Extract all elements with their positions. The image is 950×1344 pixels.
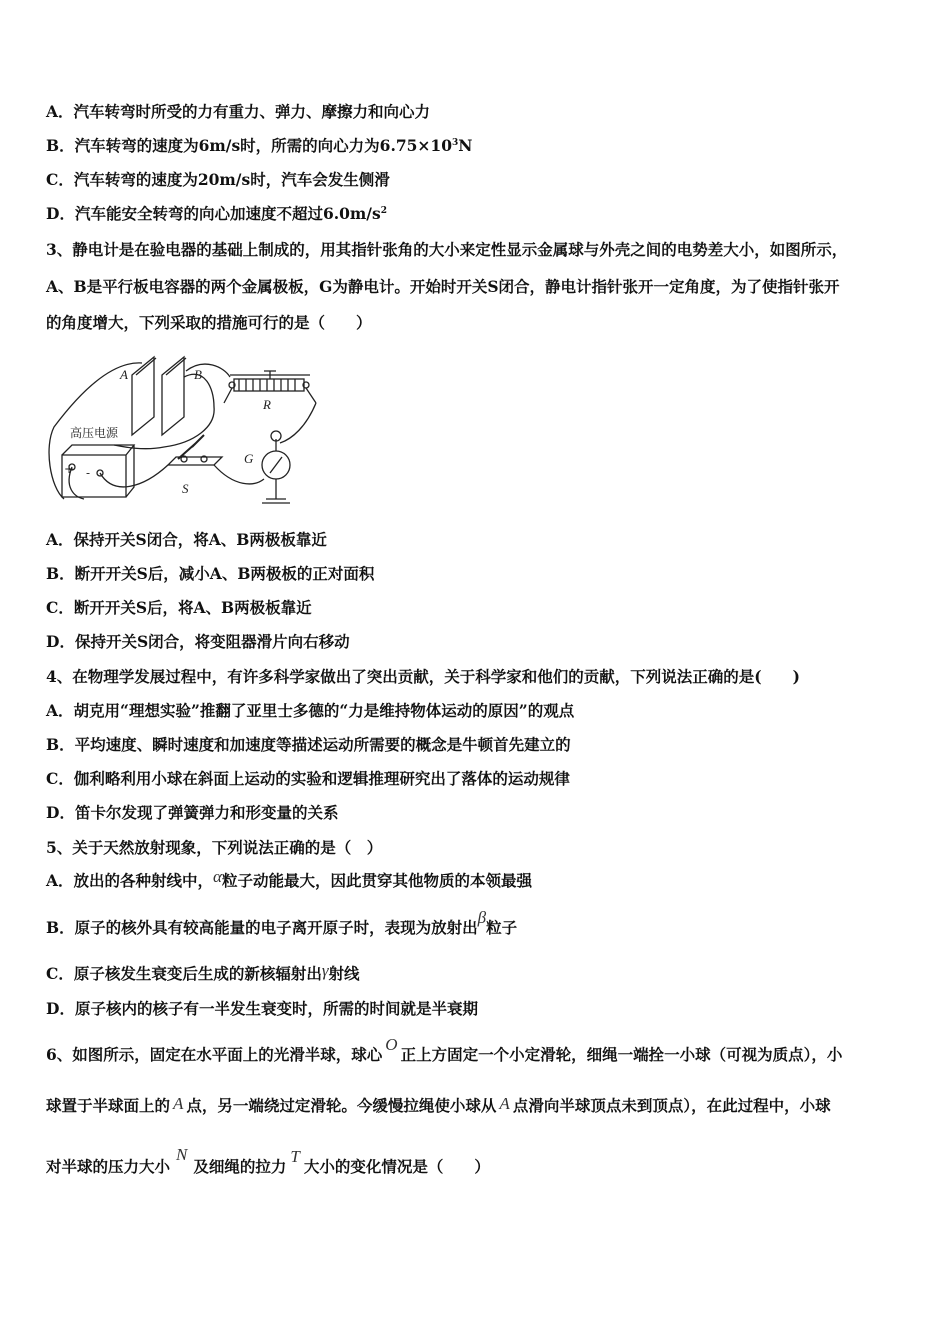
label-electrometer: G	[244, 451, 254, 466]
q3-stem-line3: 的角度增大，下列采取的措施可行的是（ ）	[46, 313, 372, 332]
q3-option-a: A．保持开关S闭合，将A、B两极板靠近	[46, 530, 327, 549]
switch	[168, 457, 222, 465]
q4-stem: 4、在物理学发展过程中，有许多科学家做出了突出贡献，关于科学家和他们的贡献，下列说法正确的是( )	[46, 667, 800, 686]
q2-option-b-text: B．汽车转弯的速度为6m/s时，所需的向心力为6.75×10	[46, 136, 452, 155]
q5-option-a-tail: 粒子动能最大，因此贯穿其他物质的本领最强	[221, 871, 532, 890]
label-plus: +	[64, 462, 75, 476]
q3-circuit-figure	[44, 347, 334, 517]
q3-option-d: D．保持开关S闭合，将变阻器滑片向右移动	[46, 632, 350, 651]
q6-line3-middle: 及细绳的拉力	[193, 1157, 287, 1176]
q4-option-b: B．平均速度、瞬时速度和加速度等描述运动所需要的概念是牛顿首先建立的	[46, 735, 571, 754]
q2-option-b-exponent: 3	[451, 138, 459, 148]
q2-option-a: A．汽车转弯时所受的力有重力、弹力、摩擦力和向心力	[46, 102, 431, 121]
q2-option-b	[46, 136, 472, 156]
label-plate-a: A	[120, 367, 128, 382]
q6-line3-text: 对半球的压力大小	[46, 1157, 171, 1176]
q5-option-d: D．原子核内的核子有一半发生衰变时，所需的时间就是半衰期	[46, 999, 478, 1018]
symbol-a-second: A	[499, 1094, 510, 1113]
label-switch: S	[182, 481, 189, 496]
beta-symbol: β	[477, 908, 487, 927]
symbol-t: T	[290, 1147, 300, 1166]
q2-option-d-exponent: 2	[380, 206, 387, 216]
q2-option-c: C．汽车转弯的速度为20m/s时，汽车会发生侧滑	[46, 170, 390, 189]
q6-stem-line3	[46, 1145, 490, 1177]
q5-option-c-text: C．原子核发生衰变后生成的新核辐射出	[46, 964, 322, 983]
q6-line1-tail: 正上方固定一个小定滑轮，细绳一端拴一小球（可视为质点），小	[400, 1045, 843, 1064]
label-minus: -	[86, 466, 91, 480]
q6-stem-line1	[46, 1035, 905, 1065]
q5-stem: 5、关于天然放射现象，下列说法正确的是（ ）	[46, 838, 383, 857]
q5-option-b-text: B．原子的核外具有较高能量的电子离开原子时，表现为放射出	[46, 918, 478, 937]
symbol-o: O	[385, 1035, 398, 1054]
q6-line2-middle: 点，另一端绕过定滑轮。今缓慢拉绳使小球从	[186, 1096, 497, 1115]
q3-option-b: B．断开开关S后，减小A、B两极板的正对面积	[46, 564, 375, 583]
q5-option-a-text: A．放出的各种射线中，	[46, 871, 214, 890]
q6-line1-text: 6、如图所示，固定在水平面上的光滑半球，球心	[46, 1045, 383, 1064]
q5-option-b-tail: 粒子	[486, 918, 518, 937]
q2-option-d-text: D．汽车能安全转弯的向心加速度不超过6.0m/s	[46, 204, 381, 223]
alpha-symbol: α	[213, 867, 222, 886]
rheostat	[234, 379, 304, 391]
q2-option-d	[46, 204, 387, 224]
q4-option-a: A．胡克用“理想实验”推翻了亚里士多德的“力是维持物体运动的原因”的观点	[46, 701, 575, 720]
symbol-a-first: A	[173, 1094, 184, 1113]
q5-option-c-tail: 射线	[328, 964, 360, 983]
q4-option-d: D．笛卡尔发现了弹簧弹力和形变量的关系	[46, 803, 339, 822]
q5-option-c	[46, 961, 360, 984]
q5-option-a	[46, 867, 532, 891]
circuit-diagram	[44, 347, 334, 517]
q5-option-b	[46, 908, 518, 938]
label-rheostat: R	[263, 397, 271, 412]
q4-option-c: C．伽利略利用小球在斜面上运动的实验和逻辑推理研究出了落体的运动规律	[46, 769, 570, 788]
q6-line3-tail: 大小的变化情况是（ ）	[303, 1157, 490, 1176]
q2-option-b-unit: N	[458, 136, 473, 155]
symbol-n: N	[176, 1145, 188, 1164]
q3-stem-line1: 3、静电计是在验电器的基础上制成的，用其指针张角的大小来定性显示金属球与外壳之间的电势差大小，如图所示，	[46, 240, 848, 259]
q6-stem-line2	[46, 1096, 905, 1116]
q3-stem-line2: A、B是平行板电容器的两个金属极板，G为静电计。开始时开关S闭合，静电计指针张开一定角度，为了使指针张开	[46, 277, 840, 296]
q6-line2-text: 球置于半球面上的	[46, 1096, 171, 1115]
label-power-supply: 高压电源	[70, 426, 119, 440]
gamma-symbol: γ	[321, 961, 329, 980]
label-plate-b: B	[194, 367, 202, 382]
q6-line2-tail: 点滑向半球顶点未到顶点），在此过程中，小球	[512, 1096, 831, 1115]
q3-option-c: C．断开开关S后，将A、B两极板靠近	[46, 598, 312, 617]
